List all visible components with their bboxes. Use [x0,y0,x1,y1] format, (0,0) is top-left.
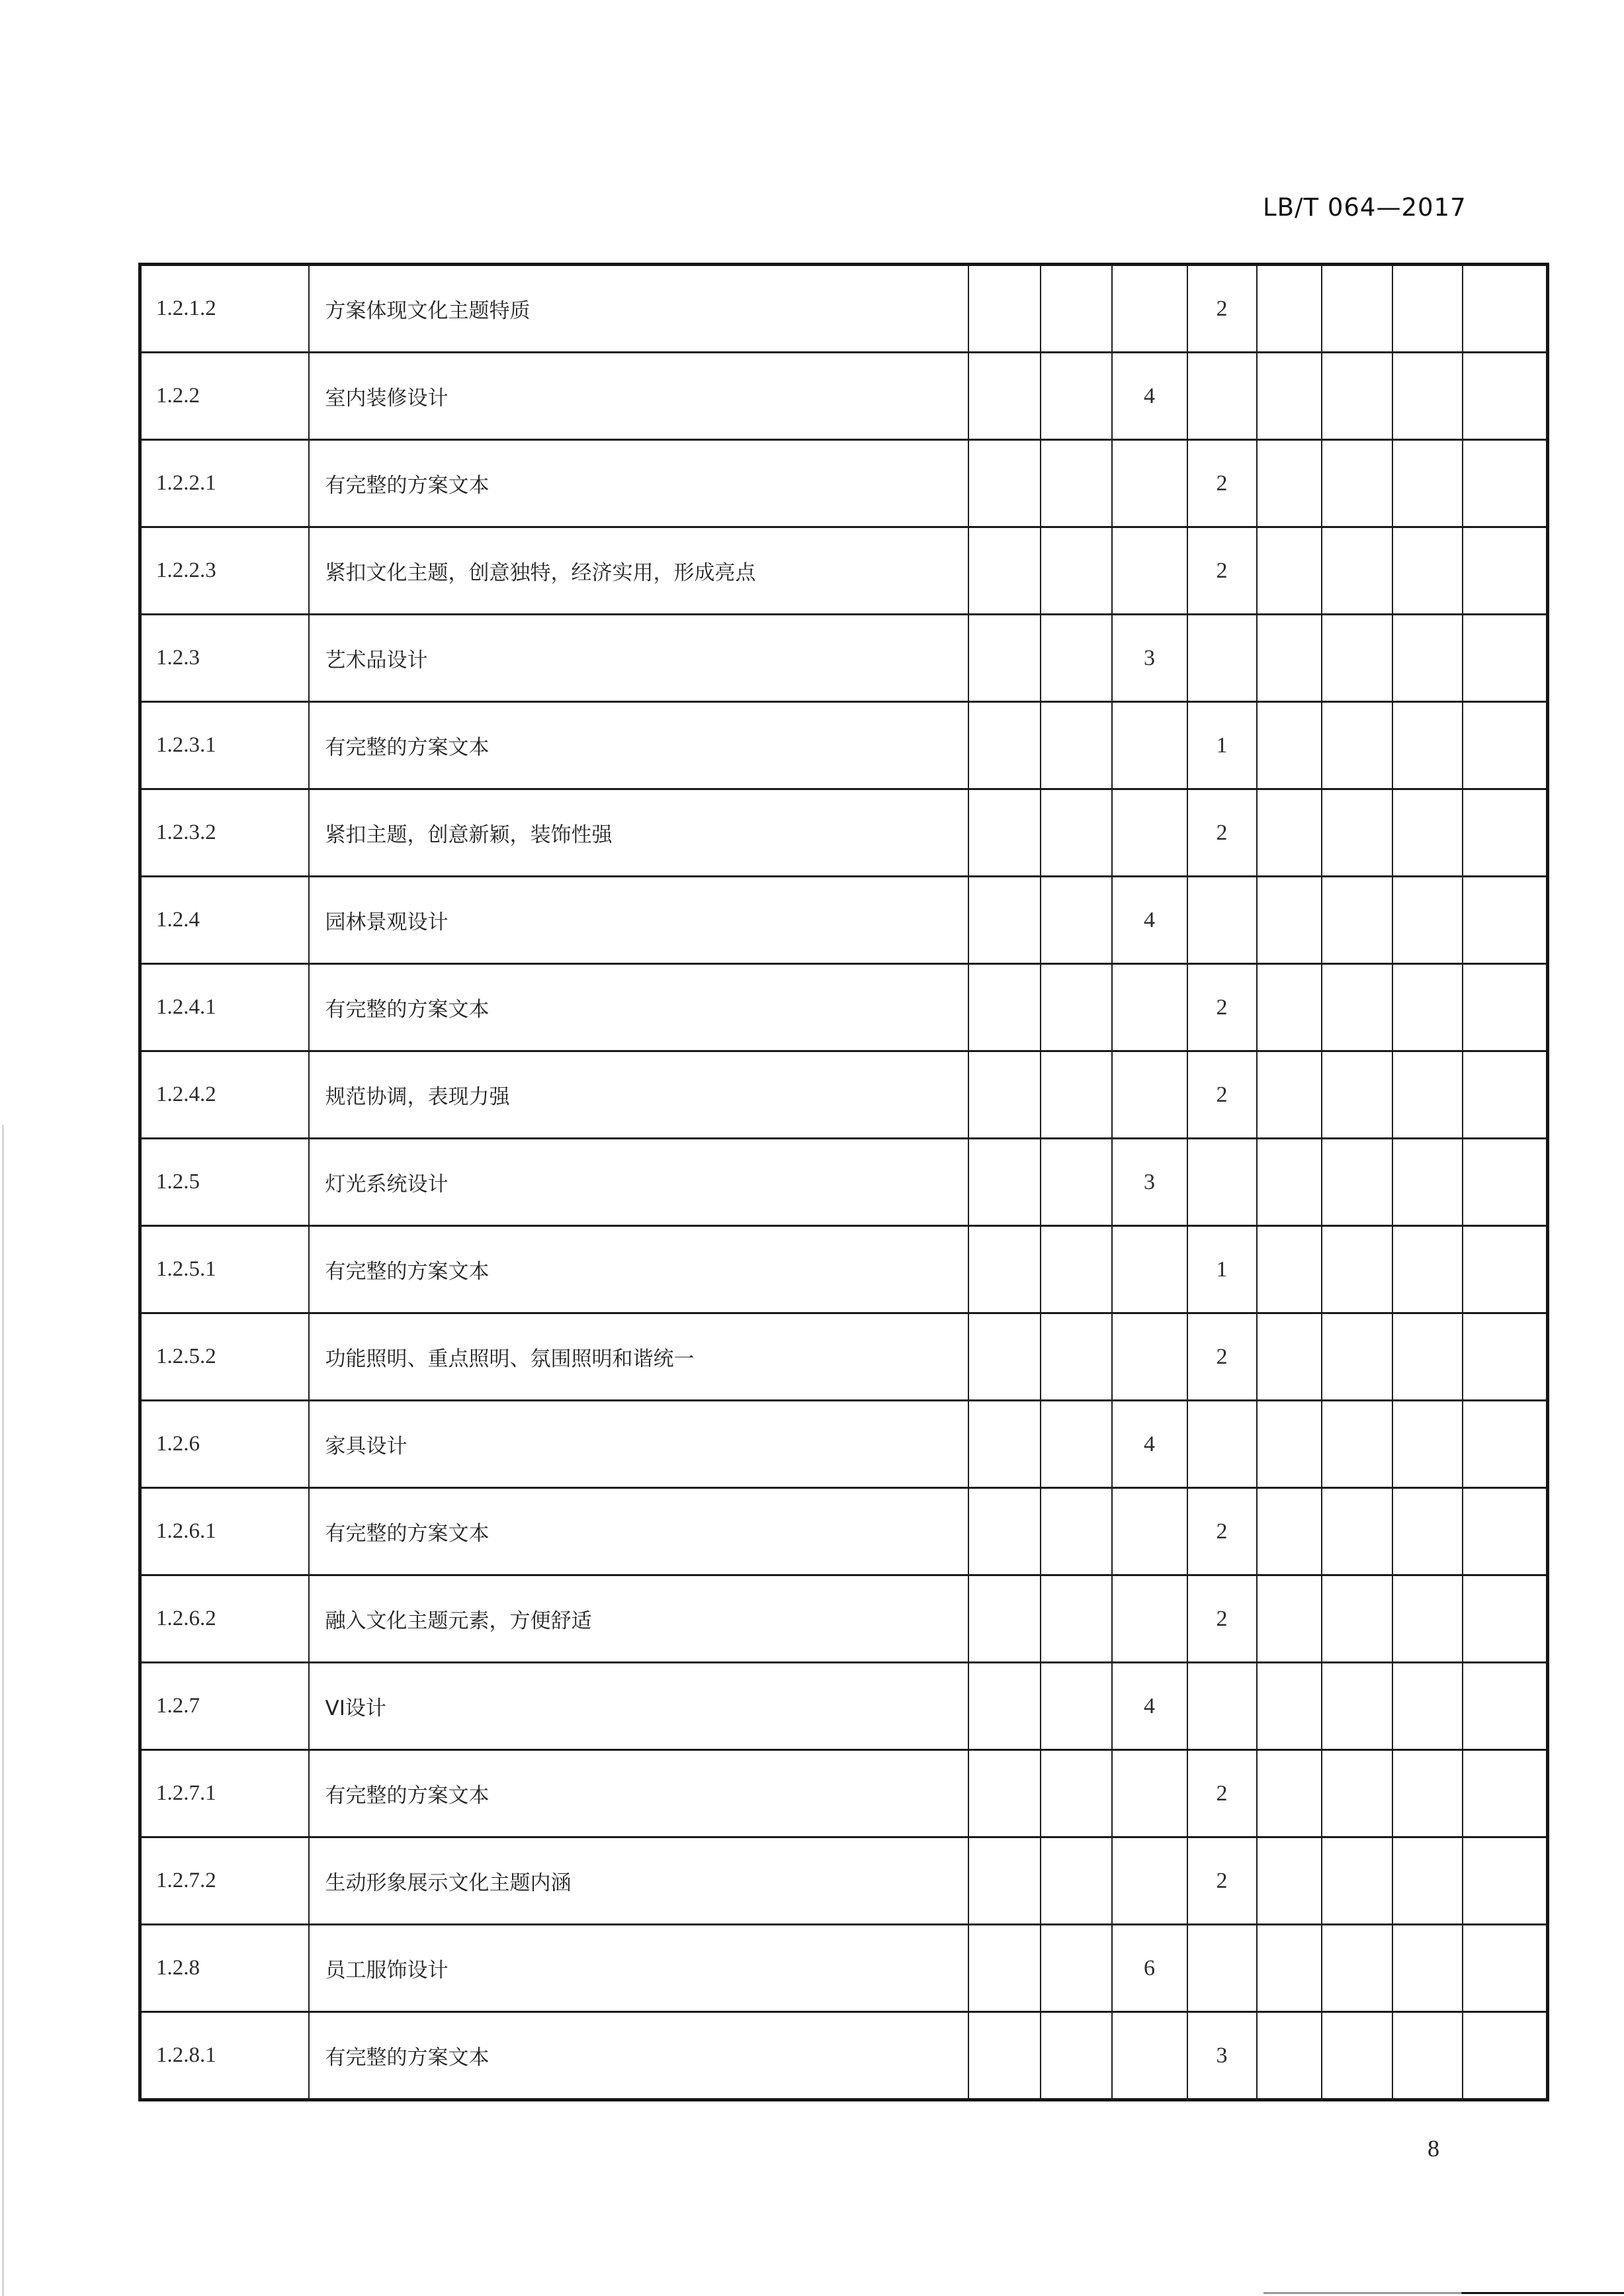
item-description-cell: 有完整的方案文本 [309,2012,968,2100]
score-cell [1463,702,1548,789]
standard-code: LB/T 064—2017 [1263,193,1467,222]
score-cell [1041,1575,1112,1663]
item-description-cell: 融入文化主题元素，方便舒适 [309,1575,968,1663]
item-description-cell: 园林景观设计 [309,877,968,964]
score-cell [1041,877,1112,964]
score-cell [1322,353,1392,440]
item-description-cell: 方案体现文化主题特质 [309,265,968,353]
table-row [140,1925,1548,2012]
score-cell: 2 [1187,964,1257,1051]
score-cell [1257,877,1322,964]
score-cell: 2 [1187,440,1257,527]
item-code-cell: 1.2.3.2 [140,789,309,877]
score-cell: 2 [1187,1750,1257,1837]
item-code-cell: 1.2.1.2 [140,265,309,353]
score-cell [968,1139,1041,1226]
score-cell [1112,702,1187,789]
score-cell [1392,615,1463,702]
score-cell [968,2012,1041,2100]
item-description-cell: 功能照明、重点照明、氛围照明和谐统一 [309,1313,968,1401]
score-cell [1187,615,1257,702]
item-code-cell: 1.2.6.1 [140,1488,309,1575]
score-cell: 6 [1112,1925,1187,2012]
score-cell [1257,1925,1322,2012]
score-cell [968,1226,1041,1313]
scoring-table [138,263,1549,2101]
score-cell [1392,527,1463,615]
score-cell [1392,1837,1463,1925]
score-cell [1041,615,1112,702]
score-cell [1041,1401,1112,1488]
score-cell [1041,964,1112,1051]
score-cell [1392,1925,1463,2012]
score-cell [1257,1051,1322,1139]
item-code-cell: 1.2.4.2 [140,1051,309,1139]
score-cell [1257,2012,1322,2100]
score-cell [1187,353,1257,440]
score-cell [1463,440,1548,527]
score-cell [1041,527,1112,615]
score-cell [1041,1925,1112,2012]
score-cell [968,1575,1041,1663]
score-cell [1463,527,1548,615]
table-row [140,1750,1548,1837]
score-cell [1112,1488,1187,1575]
score-cell [1322,1226,1392,1313]
table-row [140,1663,1548,1750]
table-body [140,265,1548,2100]
table-row [140,877,1548,964]
score-cell [1322,265,1392,353]
score-cell [1041,1051,1112,1139]
table-row [140,615,1548,702]
table-row [140,1575,1548,1663]
score-cell [1112,527,1187,615]
score-cell: 2 [1187,527,1257,615]
score-cell [968,1401,1041,1488]
score-cell: 2 [1187,1313,1257,1401]
score-cell [1322,702,1392,789]
score-cell [1257,353,1322,440]
table-row [140,1226,1548,1313]
score-cell [968,615,1041,702]
score-cell [1187,877,1257,964]
item-code-cell: 1.2.4.1 [140,964,309,1051]
score-cell [1112,440,1187,527]
score-cell [1392,1051,1463,1139]
item-description-cell: 艺术品设计 [309,615,968,702]
score-cell [1041,2012,1112,2100]
score-cell [968,1750,1041,1837]
score-cell [1257,1401,1322,1488]
score-cell [968,789,1041,877]
score-cell [1322,1925,1392,2012]
score-cell [1257,789,1322,877]
score-cell [1041,1663,1112,1750]
item-code-cell: 1.2.4 [140,877,309,964]
score-cell: 4 [1112,1663,1187,1750]
score-cell [968,527,1041,615]
score-cell [1041,1226,1112,1313]
item-code-cell: 1.2.2.3 [140,527,309,615]
score-cell [1392,702,1463,789]
item-code-cell: 1.2.3 [140,615,309,702]
score-cell [1257,1750,1322,1837]
score-cell [1257,1226,1322,1313]
score-cell [1257,1663,1322,1750]
table-row [140,1313,1548,1401]
score-cell [1463,1401,1548,1488]
score-cell [968,440,1041,527]
score-cell: 2 [1187,789,1257,877]
table-row [140,1401,1548,1488]
score-cell [968,1051,1041,1139]
score-cell [1187,1139,1257,1226]
score-cell [1463,964,1548,1051]
score-cell: 4 [1112,877,1187,964]
score-cell [1112,1837,1187,1925]
table-row [140,265,1548,353]
score-cell [1392,1750,1463,1837]
score-cell [1257,615,1322,702]
score-cell [1322,1575,1392,1663]
item-code-cell: 1.2.8 [140,1925,309,2012]
item-code-cell: 1.2.7 [140,1663,309,1750]
page-number: 8 [1428,2135,1439,2162]
score-cell [1112,789,1187,877]
item-description-cell: 有完整的方案文本 [309,1226,968,1313]
score-cell [1392,2012,1463,2100]
table-row [140,2012,1548,2100]
score-cell [1257,440,1322,527]
item-description-cell: 有完整的方案文本 [309,440,968,527]
score-cell [968,702,1041,789]
score-cell [968,964,1041,1051]
item-description-cell: 有完整的方案文本 [309,964,968,1051]
score-cell [1463,1663,1548,1750]
score-cell [968,1313,1041,1401]
score-cell: 3 [1112,1139,1187,1226]
score-cell [1463,615,1548,702]
score-cell [1041,1313,1112,1401]
score-cell [1257,1575,1322,1663]
score-cell [1257,1488,1322,1575]
item-description-cell: 生动形象展示文化主题内涵 [309,1837,968,1925]
item-description-cell: 有完整的方案文本 [309,1750,968,1837]
score-cell [1392,265,1463,353]
score-cell [1463,265,1548,353]
item-description-cell: 有完整的方案文本 [309,702,968,789]
score-cell [1392,1401,1463,1488]
item-code-cell: 1.2.8.1 [140,2012,309,2100]
score-cell [1322,440,1392,527]
score-cell: 4 [1112,353,1187,440]
score-cell [1392,1139,1463,1226]
item-code-cell: 1.2.6 [140,1401,309,1488]
score-cell [1257,265,1322,353]
footer-rule [1263,2292,1624,2294]
score-cell [1112,2012,1187,2100]
score-cell [1322,2012,1392,2100]
score-cell [1322,964,1392,1051]
score-cell [1041,1139,1112,1226]
score-cell [1463,877,1548,964]
score-cell [1392,964,1463,1051]
score-cell [1392,789,1463,877]
score-cell [1112,1575,1187,1663]
score-cell [1322,615,1392,702]
score-cell [1112,964,1187,1051]
item-code-cell: 1.2.3.1 [140,702,309,789]
table-row [140,1051,1548,1139]
score-cell [1187,1663,1257,1750]
score-cell: 1 [1187,1226,1257,1313]
item-description-cell: 规范协调，表现力强 [309,1051,968,1139]
score-cell [968,877,1041,964]
score-cell [1392,1313,1463,1401]
score-cell [968,265,1041,353]
score-cell [1322,1139,1392,1226]
score-cell: 2 [1187,1488,1257,1575]
item-code-cell: 1.2.6.2 [140,1575,309,1663]
score-cell: 4 [1112,1401,1187,1488]
table-row [140,1488,1548,1575]
score-cell [1041,1488,1112,1575]
table-row [140,1837,1548,1925]
score-cell [1392,1575,1463,1663]
score-cell: 2 [1187,1051,1257,1139]
score-cell [1463,1051,1548,1139]
score-cell [1041,265,1112,353]
score-cell [1322,789,1392,877]
score-cell [1041,702,1112,789]
table-row [140,353,1548,440]
score-cell [1112,265,1187,353]
item-description-cell: 紧扣文化主题，创意独特，经济实用，形成亮点 [309,527,968,615]
score-cell: 3 [1187,2012,1257,2100]
score-cell [1322,1488,1392,1575]
table-row [140,1139,1548,1226]
table-row [140,440,1548,527]
item-description-cell: 灯光系统设计 [309,1139,968,1226]
score-cell [1463,1313,1548,1401]
score-cell [1112,1313,1187,1401]
item-code-cell: 1.2.5 [140,1139,309,1226]
item-description-cell: VI设计 [309,1663,968,1750]
score-cell [1257,1139,1322,1226]
score-cell [968,1488,1041,1575]
score-cell [1322,877,1392,964]
score-cell [1322,1750,1392,1837]
score-cell [1463,1750,1548,1837]
score-cell [1322,1663,1392,1750]
item-code-cell: 1.2.7.2 [140,1837,309,1925]
score-cell: 3 [1112,615,1187,702]
item-description-cell: 紧扣主题，创意新颖，装饰性强 [309,789,968,877]
score-cell [1322,527,1392,615]
score-cell [1041,1750,1112,1837]
table-row [140,527,1548,615]
score-cell [1112,1750,1187,1837]
score-cell [968,1925,1041,2012]
score-cell [1257,964,1322,1051]
score-cell [1112,1051,1187,1139]
score-cell: 2 [1187,1837,1257,1925]
score-cell [1041,1837,1112,1925]
score-cell [1463,1837,1548,1925]
item-code-cell: 1.2.7.1 [140,1750,309,1837]
item-description-cell: 员工服饰设计 [309,1925,968,2012]
score-cell [1257,527,1322,615]
score-cell [1257,1313,1322,1401]
item-description-cell: 有完整的方案文本 [309,1488,968,1575]
score-cell [1112,1226,1187,1313]
scan-edge-artifact [2,1125,4,2296]
score-cell [1463,1226,1548,1313]
score-cell: 1 [1187,702,1257,789]
score-cell [1322,1051,1392,1139]
score-cell [1392,440,1463,527]
table-row [140,964,1548,1051]
score-cell [1187,1401,1257,1488]
item-description-cell: 家具设计 [309,1401,968,1488]
score-cell [1463,1575,1548,1663]
score-cell [1257,702,1322,789]
item-code-cell: 1.2.5.1 [140,1226,309,1313]
score-cell [1392,1488,1463,1575]
score-cell [1463,2012,1548,2100]
score-cell [1041,789,1112,877]
item-code-cell: 1.2.5.2 [140,1313,309,1401]
score-cell [1322,1837,1392,1925]
score-cell [1392,1226,1463,1313]
score-cell [1041,440,1112,527]
score-cell [1463,353,1548,440]
score-cell [1187,1925,1257,2012]
score-cell [1463,1925,1548,2012]
score-cell [1392,877,1463,964]
score-cell [1322,1401,1392,1488]
score-cell [968,1837,1041,1925]
item-code-cell: 1.2.2 [140,353,309,440]
table-row [140,789,1548,877]
score-cell [968,353,1041,440]
score-cell [1463,789,1548,877]
score-cell [1257,1837,1322,1925]
score-cell [1463,1488,1548,1575]
score-cell [1463,1139,1548,1226]
score-cell [968,1663,1041,1750]
score-cell [1392,1663,1463,1750]
score-cell: 2 [1187,1575,1257,1663]
table-row [140,702,1548,789]
score-cell: 2 [1187,265,1257,353]
score-cell [1041,353,1112,440]
item-description-cell: 室内装修设计 [309,353,968,440]
score-cell [1392,353,1463,440]
score-cell [1322,1313,1392,1401]
item-code-cell: 1.2.2.1 [140,440,309,527]
